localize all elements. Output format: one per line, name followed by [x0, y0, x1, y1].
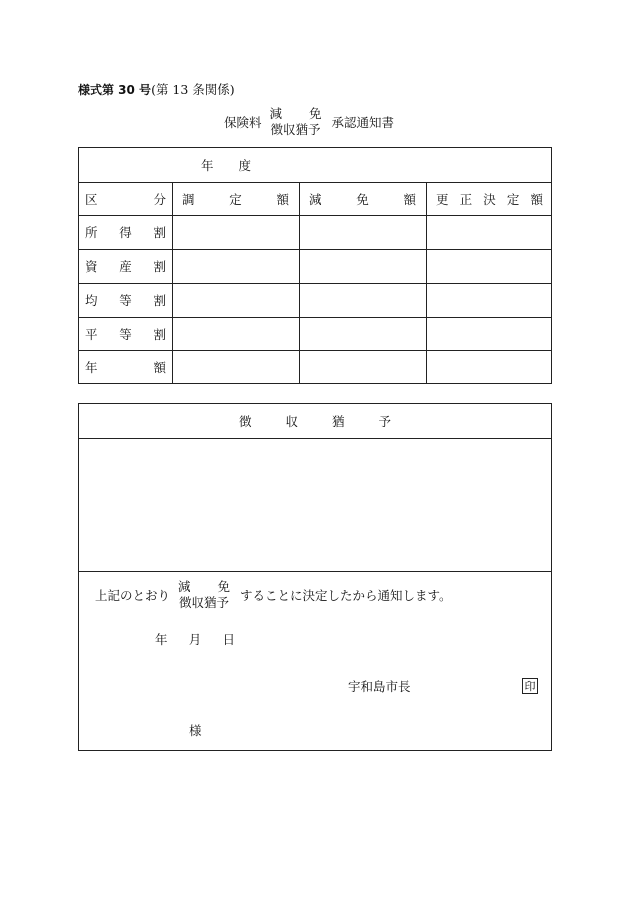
seal-icon: 印 — [522, 678, 538, 694]
row-label-per-capita: 均 等 割 — [85, 293, 166, 308]
deferral-header: 徴 収 猶 予 — [239, 414, 391, 429]
col-header-category: 区 分 — [85, 191, 166, 207]
notice-stack-reduce: 減 — [178, 579, 191, 594]
form-number: 様式第 30 号 — [78, 83, 152, 97]
recipient-suffix: 様 — [189, 723, 202, 738]
deferral-content-area — [79, 439, 551, 571]
title-stack-deferral: 徴収猶予 — [270, 122, 321, 137]
col-header-assessed: 調 定 額 — [182, 191, 289, 207]
form-article-ref: (第 13 条関係) — [151, 82, 235, 97]
year-header: 年 度 — [201, 158, 251, 173]
col-header-revised: 更 正 決 定 額 — [436, 191, 543, 207]
notice-suffix: することに決定したから通知します。 — [240, 588, 452, 603]
title-prefix: 保険料 — [224, 115, 262, 130]
notice-stack-exempt: 免 — [217, 579, 231, 594]
assessment-table — [78, 147, 552, 384]
notice-stack — [178, 579, 230, 611]
seal-mark-container — [522, 678, 538, 694]
form-number-label — [78, 80, 235, 98]
notice-stack-deferral: 徴収猶予 — [179, 595, 230, 610]
title-stack-exempt: 免 — [309, 106, 322, 121]
title-stack — [270, 106, 322, 138]
date-month: 月 — [188, 632, 202, 647]
date-day: 日 — [222, 632, 235, 647]
row-label-assets: 資 産 割 — [85, 259, 166, 274]
date-year: 年 — [155, 632, 168, 647]
row-label-income: 所 得 割 — [85, 225, 166, 240]
row-label-annual: 年 額 — [85, 359, 166, 375]
issuer-name: 宇和島市長 — [348, 679, 411, 694]
date-line — [155, 629, 235, 649]
deferral-notice-box — [78, 403, 552, 751]
title-suffix: 承認通知書 — [331, 115, 395, 130]
notice-sentence — [95, 578, 452, 612]
row-label-per-household: 平 等 割 — [85, 326, 166, 342]
title-stack-reduce: 減 — [269, 106, 283, 121]
document-title — [224, 106, 394, 138]
col-header-reduction: 減 免 額 — [309, 191, 416, 207]
notice-prefix: 上記のとおり — [95, 588, 171, 603]
